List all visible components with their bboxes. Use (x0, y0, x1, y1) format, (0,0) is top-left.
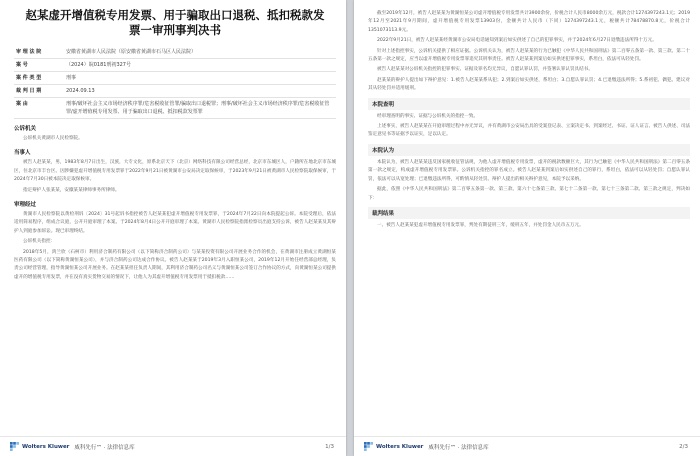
section-paragraph: 公诉机关黄湖市人民检察院。 (23, 136, 83, 141)
document-page-2 (354, 0, 700, 456)
meta-row-court (14, 46, 336, 59)
meta-row-judgment-date (14, 85, 336, 98)
body-paragraph: 被告人赵某某对公诉机关指控的犯罪事实、证据及罪名均无异议，自愿认罪认罚，并签署认罪认罚具结书。 (377, 67, 593, 73)
page-1-content (14, 8, 336, 284)
meta-value: 刑事 (64, 72, 336, 85)
page-2-content (368, 10, 690, 232)
meta-value: 安徽省黄湖市人民法院（原安徽省黄湖市石马区人民法院） (64, 46, 336, 59)
meta-value: 刑事/破坏社会主义市场经济秩序罪/危害税收征管罪/骗取出口退税罪；刑事/破坏社会主义市场经济秩序罪/危害税收征管罪/虚开增值税专用发票、用于骗取出口退税、抵扣税款发票罪 (64, 98, 336, 119)
section-paragraph: 上述事实，被告人赵某某在开庭审理过程中亦无异议，并有黄湖市公安局出具的受案登记表、立案决定书、到案经过、书证、证人证言、被告人供述、司法鉴定意见书等证据予以证实，足以认定。 (368, 124, 690, 138)
section-heading: 本院认为 (368, 144, 690, 156)
section-paragraph: 被告人赵某某，男，1983年8月7日出生，汉族，大专文化，原系北京天下（北京）网络科技有限公司经营总经，北京市东城区人，户籍所在地北京市东城区，住北京市丰台区。因涉嫌犯虚开增值税专用发票罪于2022年9月21日被黄湖市公安局决定取保候审，于2023年9月21日被黄湖市人民检察院取保候审，于2024年7月30日被本院决定取保候审。 (14, 160, 336, 183)
wolters-kluwer-logo-icon (10, 442, 19, 451)
document-title: 赵某虚开增值税专用发票、用于骗取出口退税、抵扣税款发票一审刑事判决书 (25, 8, 325, 37)
page-number: 2/3 (679, 443, 688, 450)
meta-label: 案 件 类 型 (14, 72, 64, 85)
case-metadata-table (14, 46, 336, 119)
section-paragraph: 2018年5月，鸿兰欣（石柯市）利用济合制药有限公司（以下简称济合制药公司）与某某投资有限公司开展业务合作的机会，在黄湖市注册成立黄湖恒某医药有限公司（以下简称黄湖恒某公司），并与济合制药公司达成合作协议。被告人赵某某于2019年3月入职恒某公司，2019年12月开始任经营部总经理，负责公司经营管理，指导黄湖恒某公司开展业务。在赵某某担任负责人期间，其利用济合制药公司名义与黄湖恒某公司签订合作协议的方式，向黄湖恒某公司提供虚开的增值税专用发票，并在没有真实货物交易的情况下，让他人为其虚开增值税专用发票用于抵扣税款…… (14, 249, 336, 280)
meta-value: 2024.09.13 (64, 85, 336, 98)
page-footer (0, 436, 346, 456)
section-paragraph: 公诉机关指控： (23, 239, 56, 245)
document-page-1 (0, 0, 346, 456)
meta-label: 案 号 (14, 59, 64, 72)
meta-value: （2024）皖0181刑初327号 (64, 59, 336, 72)
meta-row-cause (14, 98, 336, 119)
wolters-kluwer-logo (364, 442, 489, 451)
section-paragraph: 经审理查明的事实、证据与公诉机关的指控一致。 (377, 113, 479, 119)
meta-label: 裁 判 日 期 (14, 85, 64, 98)
section-paragraph: 指定辩护人张某某，安徽某某律师事务所律师。 (23, 187, 120, 193)
section-heading: 审理经过 (14, 202, 37, 209)
meta-label: 案 由 (14, 98, 64, 119)
wolters-kluwer-logo-icon (364, 442, 373, 451)
meta-row-case-number (14, 59, 336, 72)
section-paragraph: 黄湖市人民检察院以黄检刑诉〔2024〕31号起诉书指控被告人赵某某犯虚开增值税专用发票罪，于2024年7月22日向本院提起公诉。本院受理后，依法适用简易程序，组成合议庭，公开开庭审理了本案。于2024年8月4日公开开庭审理了本案。黄湖市人民检察院指派检察员出庭支持公诉，被告人赵某某及其辩护人到庭参加诉讼。现已审理终结。 (14, 212, 336, 234)
body-paragraph: 截至2019年12月，被告人赵某某为黄湖恒某公司虚开增值税专用发票共计3900余份，价税合计人民币8000余万元，税款合计1274397243.1元；2019年12月至2021年9月期间，虚开增值税专用发票13903份，金额共计人民币（下同）1274397243.1元，税额共计78478870.8元，价税合计1351073113.9元。 (368, 11, 690, 33)
section-heading: 公诉机关 (14, 126, 37, 132)
section-heading: 当事人 (14, 150, 31, 157)
footer-subtitle: 威科先行™ · 法律信息库 (428, 444, 489, 451)
section-paragraph: 本院认为，被告人赵某某违反国家税收征管法规，为他人虚开增值税专用发票，虚开的税款数额巨大，其行为已触犯《中华人民共和国刑法》第二百零五条第一款之规定，构成虚开增值税专用发票罪。公诉机关指控的罪名成立。被告人赵某某到案后如实供述自己的罪行，系坦白，依法可以从轻处罚；自愿认罪认罚，依法可以从宽处理；已退缴违法所得，可酌情从轻处罚。辩护人提出的相关辩护意见，本院予以采纳。 (368, 159, 690, 182)
meta-label: 审 理 法 院 (14, 46, 64, 59)
page-footer (354, 436, 700, 456)
section-heading: 裁判结果 (368, 207, 690, 219)
footer-brand: Wolters Kluwer (376, 443, 424, 450)
section-heading: 本院查明 (368, 98, 690, 110)
body-paragraph: 针对上述指控事实，公诉机关提供了相应证据。公诉机关认为，被告人赵某某的行为已触犯《中华人民共和国刑法》第二百零五条第一款、第三款、第二十五条第一款之规定，应当以虚开增值税专用发票罪追究其刑事责任。被告人赵某某到案后如实供述犯罪事实，系坦白，依法可从轻处罚。 (368, 48, 690, 63)
section-paragraph: 一、被告人赵某某犯虚开增值税专用发票罪，判处有期徒刑三年，缓刑五年，并处罚金人民币五万元。 (377, 222, 584, 228)
meta-row-case-type (14, 72, 336, 85)
wolters-kluwer-logo (10, 442, 135, 451)
section-paragraph: 据此，依照《中华人民共和国刑法》第二百零五条第一款、第三款、第六十七条第三款、第七十二条第一款、第七十三条第二款、第三款之规定，判决如下： (368, 187, 690, 201)
body-paragraph: 赵某某的辩护人提出如下辩护意见：1.被告人赵某某系从犯；2.到案后如实供述，系坦白；3.自愿认罪认罚；4.已退缴违法所得；5.系初犯、偶犯。建议对其从轻处罚并适用缓刑。 (368, 77, 690, 92)
body-paragraph: 2022年9月21日，被告人赵某某经黄湖市公安局电话通知到案后如实供述了自己的犯罪事实，并于2024年6月27日退缴违法所得十万元。 (377, 38, 657, 44)
page-number: 1/3 (325, 443, 334, 450)
footer-subtitle: 威科先行™ · 法律信息库 (74, 444, 135, 451)
footer-brand: Wolters Kluwer (22, 443, 70, 450)
